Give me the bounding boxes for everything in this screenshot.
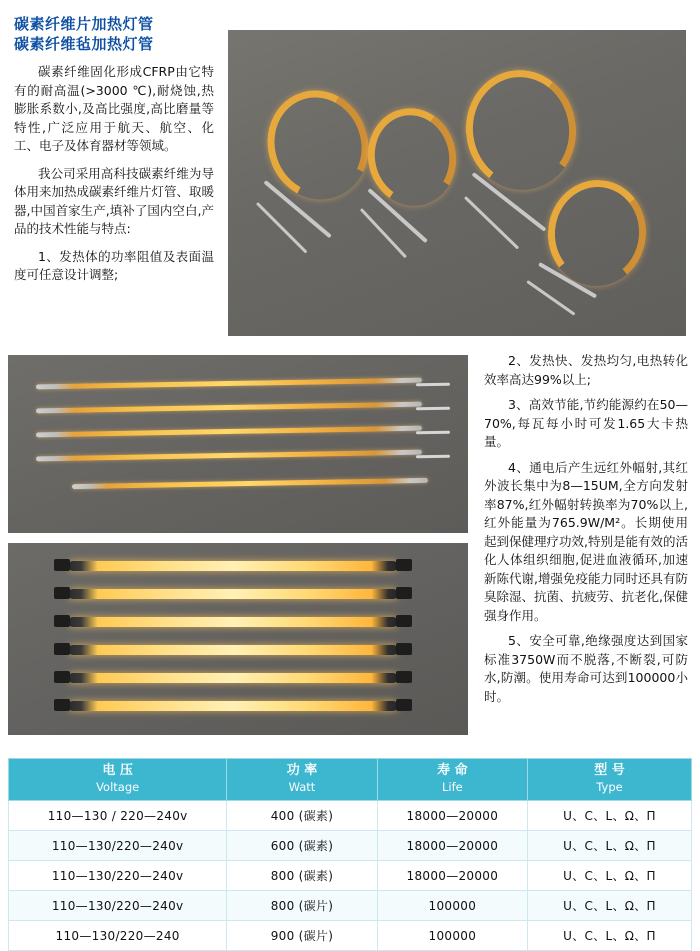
- specification-table: [8, 758, 692, 951]
- tube-end-lead: [416, 431, 450, 435]
- lamp-hook-shape: [253, 77, 382, 213]
- column-header-life-en: Life: [441, 780, 463, 794]
- right-paragraph-1: 2、发热快、发热均匀,电热转化效率高达99%以上;: [484, 353, 688, 387]
- right-text-column: [484, 352, 688, 713]
- tube-end-lead: [416, 383, 450, 387]
- cell-life: 100000: [377, 921, 527, 951]
- cell-life: 100000: [377, 891, 527, 921]
- right-paragraph-2: 3、高效节能,节约能源约在50—70%,每瓦每小时可发1.65大卡热量。: [484, 397, 688, 449]
- column-header-voltage-cn: 电 压: [102, 763, 133, 778]
- heating-tube: [36, 450, 422, 462]
- page-title-line-1: 碳素纤维片加热灯管: [14, 15, 154, 33]
- cell-life: 18000—20000: [377, 801, 527, 831]
- tube-end-lead: [416, 455, 450, 459]
- heating-tube: [72, 478, 428, 489]
- cell-life: 18000—20000: [377, 831, 527, 861]
- tube-end-cap: [396, 699, 412, 711]
- tube-end-cap: [54, 699, 70, 711]
- cell-watt: 600 (碳素): [227, 831, 377, 861]
- tube-end-cap: [396, 643, 412, 655]
- heating-tube: [36, 426, 422, 438]
- tube-end-lead: [416, 407, 450, 411]
- right-paragraph-3: 4、通电后产生远红外幅射,其红外波长集中为8—15UM,全方向发射率87%,红外幅射转换率为70%以上,红外能量为765.9W/M²。长期使用起到保健理疗功效,特别是能有效的活化人体组织细胞,促进血液循环,加速新陈代谢,增强免疫能力同时还具有防臭除湿、抗菌、抗疲劳、抗老化,保健强身作用。: [484, 459, 688, 623]
- lamp-lead-wire: [526, 280, 575, 316]
- table-row: [9, 861, 692, 891]
- column-header-life: [377, 759, 527, 801]
- cell-watt: 400 (碳素): [227, 801, 377, 831]
- column-header-type-cn: 型 号: [594, 763, 625, 778]
- cell-type: U、C、L、Ω、Π: [528, 861, 692, 891]
- table-row: [9, 891, 692, 921]
- heating-tube: [68, 589, 398, 599]
- cell-voltage: 110—130/220—240v: [9, 831, 227, 861]
- column-header-watt-cn: 功 率: [286, 763, 318, 778]
- cell-voltage: 110—130/220—240v: [9, 891, 227, 921]
- tube-end-cap: [54, 559, 70, 571]
- heating-tube: [68, 645, 398, 655]
- tube-end-cap: [54, 643, 70, 655]
- table-row: [9, 801, 692, 831]
- column-header-voltage-en: Voltage: [96, 780, 140, 794]
- table-header-row: [9, 759, 692, 801]
- tube-end-cap: [396, 615, 412, 627]
- photo-curved-hook-lamps: [228, 30, 686, 336]
- left-paragraph-1: 碳素纤维固化形成CFRP由它特有的耐高温(>3000 ℃),耐烧蚀,热膨胀系数小,及高比强度,高比磨量等特性,广泛应用于航天、航空、化工、电子及体育器材等领域。: [14, 64, 214, 153]
- heating-tube: [68, 617, 398, 627]
- heating-tube: [68, 701, 398, 711]
- heating-tube: [68, 673, 398, 683]
- column-header-life-cn: 寿 命: [437, 763, 468, 778]
- cell-watt: 900 (碳片): [227, 921, 377, 951]
- page-title: [14, 14, 214, 54]
- column-header-type: [528, 759, 692, 801]
- tube-end-cap: [396, 559, 412, 571]
- left-paragraph-3: 1、发热体的功率阻值及表面温度可任意设计调整;: [14, 248, 214, 282]
- left-text-column: [14, 14, 214, 285]
- cell-voltage: 110—130/220—240: [9, 921, 227, 951]
- cell-watt: 800 (碳片): [227, 891, 377, 921]
- heating-tube: [36, 378, 422, 390]
- cell-type: U、C、L、Ω、Π: [528, 831, 692, 861]
- tube-end-cap: [54, 671, 70, 683]
- cell-type: U、C、L、Ω、Π: [528, 801, 692, 831]
- photo-thick-glowing-tubes: [8, 543, 468, 735]
- heating-tube: [68, 561, 398, 571]
- column-header-type-en: Type: [596, 780, 623, 794]
- cell-voltage: 110—130 / 220—240v: [9, 801, 227, 831]
- table-row: [9, 921, 692, 951]
- cell-watt: 800 (碳素): [227, 861, 377, 891]
- column-header-watt: [227, 759, 377, 801]
- tube-end-cap: [396, 587, 412, 599]
- right-paragraph-4: 5、安全可靠,绝缘强度达到国家标准3750W而不脱落,不断裂,可防水,防潮。使用寿命可达到100000小时。: [484, 633, 688, 704]
- page-title-line-2: 碳素纤维毡加热灯管: [14, 35, 154, 53]
- heating-tube: [36, 402, 422, 414]
- left-paragraph-2: 我公司采用高科技碳素纤维为导体用来加热成碳素纤维片灯管、取暖器,中国首家生产,填补了国内空白,产品的技术性能与特点:: [14, 165, 215, 236]
- tube-end-cap: [396, 671, 412, 683]
- column-header-voltage: [9, 759, 227, 801]
- cell-type: U、C、L、Ω、Π: [528, 891, 692, 921]
- cell-type: U、C、L、Ω、Π: [528, 921, 692, 951]
- photo-straight-thin-tubes: [8, 355, 468, 533]
- tube-end-cap: [54, 615, 70, 627]
- tube-end-cap: [54, 587, 70, 599]
- cell-voltage: 110—130/220—240v: [9, 861, 227, 891]
- cell-life: 18000—20000: [377, 861, 527, 891]
- table-row: [9, 831, 692, 861]
- column-header-watt-en: Watt: [288, 780, 316, 794]
